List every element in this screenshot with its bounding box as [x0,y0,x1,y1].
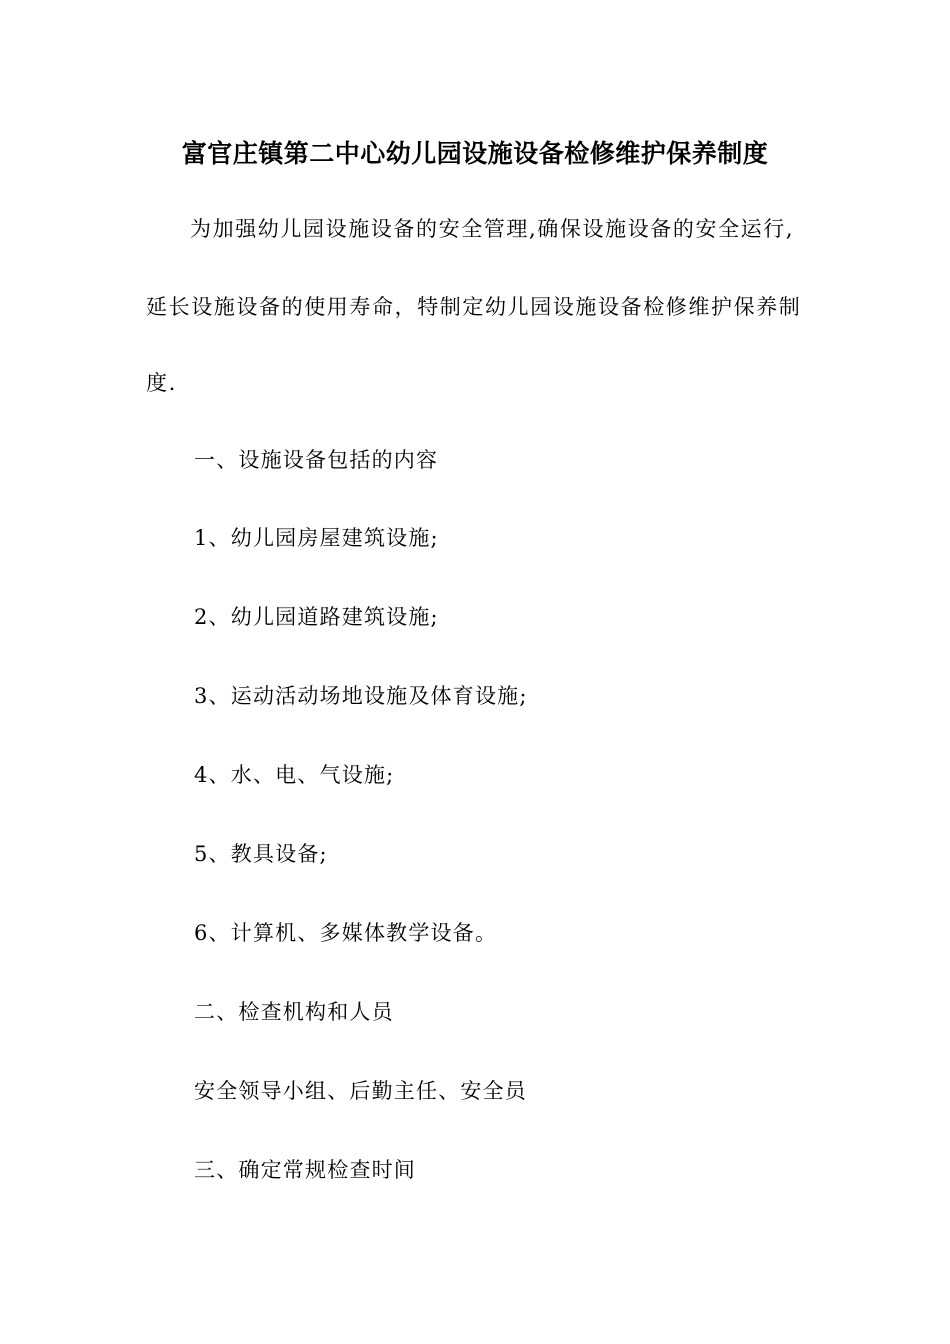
section-1-item-5: 5、教具设备; [194,842,328,866]
document-title: 富官庄镇第二中心幼儿园设施设备检修维护保养制度 [181,139,769,168]
section-1-item-1: 1、幼儿园房屋建筑设施; [194,526,439,550]
section-3-heading: 三、确定常规检查时间 [194,1158,416,1182]
intro-line-2: 延长设施设备的使用寿命，特制定幼儿园设施设备检修维护保养制 [146,295,802,319]
intro-line-3: 度. [146,371,177,395]
section-1-heading: 一、设施设备包括的内容 [194,448,439,472]
section-2-body: 安全领导小组、后勤主任、安全员 [194,1079,527,1103]
section-1-item-4: 4、水、电、气设施; [194,763,395,787]
intro-line-1: 为加强幼儿园设施设备的安全管理,确保设施设备的安全运行, [190,217,795,241]
section-1-item-3: 3、运动活动场地设施及体育设施; [194,684,528,708]
section-1-item-6: 6、计算机、多媒体教学设备。 [194,921,498,945]
section-1-item-2: 2、幼儿园道路建筑设施; [194,605,439,629]
section-2-heading: 二、检查机构和人员 [194,1000,394,1024]
